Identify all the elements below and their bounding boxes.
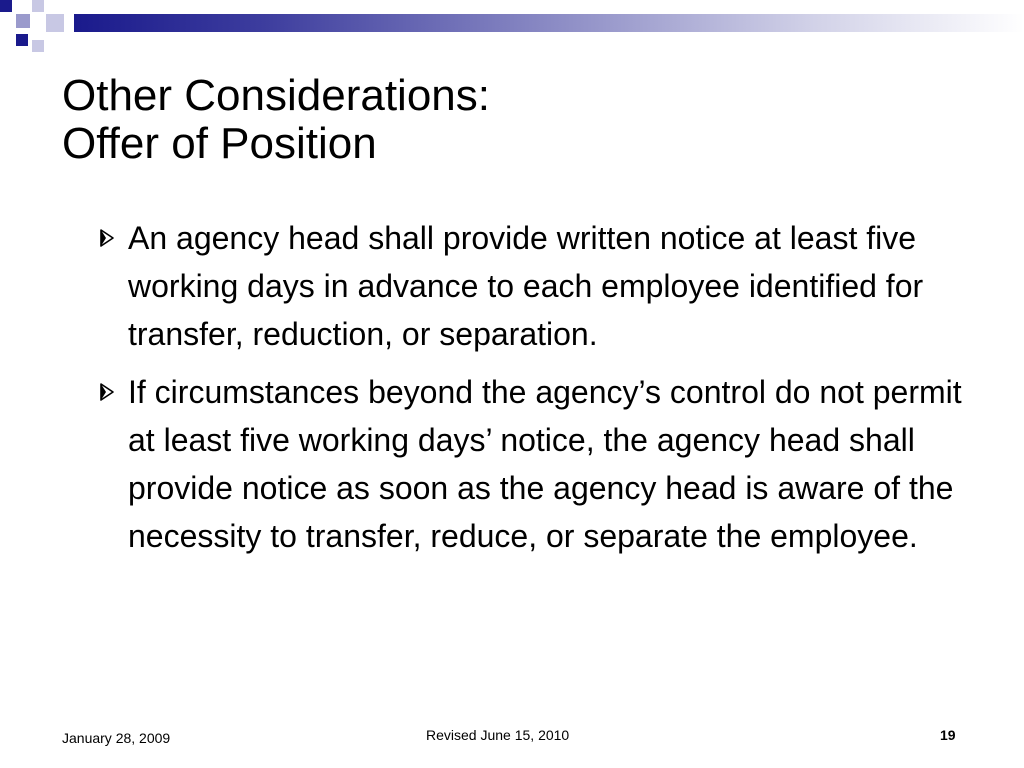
decor-square bbox=[0, 0, 12, 12]
decor-square bbox=[32, 40, 44, 52]
slide-title bbox=[62, 72, 992, 168]
bullet-item bbox=[96, 214, 996, 358]
page-number: 19 bbox=[940, 727, 956, 743]
footer-revised: Revised June 15, 2010 bbox=[426, 727, 570, 743]
header-gradient-bar bbox=[74, 14, 1024, 32]
decor-square bbox=[16, 34, 28, 46]
arrow-bullet-icon bbox=[98, 228, 116, 248]
arrow-bullet-icon bbox=[98, 382, 116, 402]
decor-square bbox=[16, 14, 30, 28]
decor-square bbox=[46, 14, 64, 32]
bullet-list bbox=[96, 214, 996, 570]
bullet-text: If circumstances beyond the agency’s control do not permit at least five working days’ notice, the agency head shall provide notice as soon as the agency head is aware of the necessity to transfer, reduce, or separate the employee. bbox=[128, 374, 962, 554]
decor-square bbox=[32, 0, 44, 12]
slide-title-line1: Other Considerations: bbox=[62, 71, 490, 120]
slide-title-line2: Offer of Position bbox=[62, 119, 377, 168]
header-decoration bbox=[0, 0, 1024, 60]
bullet-text: An agency head shall provide written notice at least five working days in advance to each employee identified for transfer, reduction, or separation. bbox=[128, 220, 924, 352]
bullet-item bbox=[96, 368, 996, 560]
footer-date: January 28, 2009 bbox=[62, 730, 171, 746]
